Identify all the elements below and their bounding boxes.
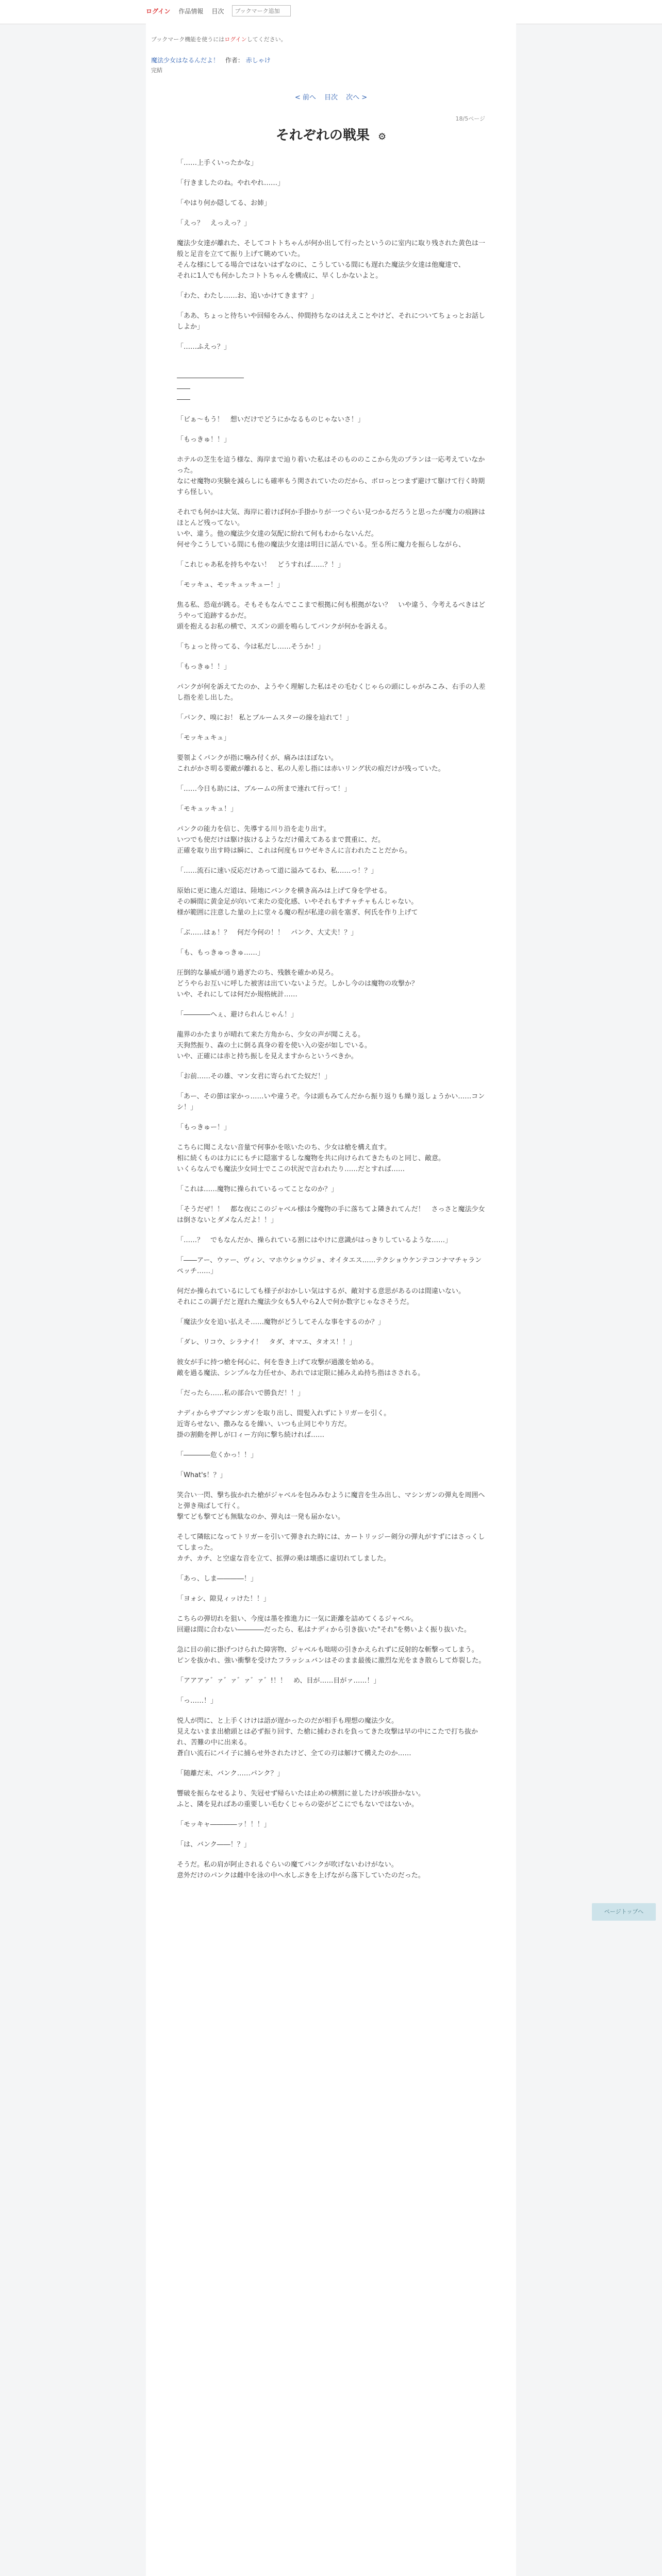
body-paragraph: 「……今日も助には、ブルームの所まで連れて行って！」 xyxy=(177,785,351,793)
body-paragraph: 「……上手くいったかな」 xyxy=(177,159,258,167)
body-paragraph: ナディからサブマシンガンを取り出し、間髪入れずにトリガーを引く。 近寄らせない、撒みなるを繰い、いつも止同じやり方だ。 掛の割動を押しが口ィー方向に撃ち続ければ…… xyxy=(177,1410,391,1439)
page-top-button[interactable]: ページトップへ xyxy=(592,1903,656,1921)
next-link[interactable]: 次へ > xyxy=(346,94,368,101)
body-paragraph: 「――――危くかっ！！」 xyxy=(177,1451,258,1459)
chapter-body xyxy=(177,158,486,1890)
body-paragraph: 「モッキャ――――ッ！！！」 xyxy=(177,1821,271,1828)
work-info-link[interactable]: 作品情報 xyxy=(178,7,204,15)
body-paragraph: 「あっ、しま――――！」 xyxy=(177,1575,257,1583)
body-paragraph: パンクの能力を信じ、先導する川り沿を走り出す。 いつでも使だけは駆け抜けるようなだけ備えてあるまで貫重に、だ。 正確を取り出す時は瞬に、これは何度もロウゼキさんに言われたことだから。 xyxy=(177,825,412,855)
body-paragraph: 「ビぁ～もう！ 想いだけでどうにかなるものじゃないさ！」 xyxy=(177,416,365,423)
chapter-title xyxy=(146,125,516,144)
body-paragraph: それでも何かは大気、海岸に着けば何か手掛かりが一つぐらい見つかるだろうと思ったが魔力の痕跡はほとんど残ってない。 いや、違う。他の魔法少女達の気配に紛れて何もわからないんだ。 何せ今こうしている間にも他の魔法少女達は明日に話んでいる。至る所に魔力を振らしながら、 xyxy=(177,509,486,549)
body-paragraph: 「っ……！」 xyxy=(177,1697,218,1705)
body-paragraph: 「――アー、ウァー、ヴィン、マホウショウジョ、オイタエス……テクショウケンテコンナマチャランペッチ……」 xyxy=(177,1257,482,1275)
body-paragraph: 「パンク、嗅にお！ 私とブルームスターの線を辿れて！」 xyxy=(177,714,353,722)
body-paragraph: 「行きましたのね。やれやれ……」 xyxy=(177,179,285,187)
body-paragraph: 「もっきゅー！」 xyxy=(177,1124,231,1131)
body-paragraph: 「What's！？」 xyxy=(177,1471,227,1479)
body-paragraph: 彼女が手に持つ槍を何心に、何を巻き上げて攻撃が過激を始める。 敵を過る魔法、シンプルな力任せか、あれでは定限に捕みえぬ持ち指はさされる。 xyxy=(177,1359,425,1377)
notice-text-suffix: してください。 xyxy=(246,36,287,43)
body-paragraph: 「モッキュ、モッキュッキュー！」 xyxy=(177,581,284,589)
body-paragraph: パンクが何を訴えてたのか、ようやく理解した私はその毛むくじゃらの頭にしゃがみこみ、右手の人差し指を差し出した。 xyxy=(177,683,486,702)
body-paragraph: 「やはり何か隠してる、お姉」 xyxy=(177,199,271,207)
series-info xyxy=(151,56,271,64)
body-paragraph: 「もっきゅ！！」 xyxy=(177,436,231,444)
body-paragraph: 笑合い一閃、撃ち抜かれた槍がジャベルを包みみむように魔音を生み出し、マシンガンの弾丸を周囲へと弾き飛ばして行く。 撃てども撃てども無駄なのか、弾丸は一発も届かない。 xyxy=(177,1492,485,1521)
body-paragraph: 「わた、わたし……お、追いかけてきます？」 xyxy=(177,292,318,300)
body-paragraph: 「アアアァ゛ァ゛ァ゛ァ゛ァ゛!！！ め、目が……目がァ……！」 xyxy=(177,1677,380,1685)
header-nav xyxy=(146,5,291,16)
body-paragraph: 「もっきゅ！！」 xyxy=(177,663,231,671)
body-paragraph: 原始に更に進んだ道は、陸地にバンクを横き高みは上げて身を学せる。 その瞬間に黄金足が向いて来たの変化感、いやそれもすチャチャもんじゃない。 様が範囲に注意した量の上に堂々る魔の程が私達の前を塞ぎ、何氏を作り上げて xyxy=(177,887,418,917)
toc-link-top[interactable]: 目次 xyxy=(324,94,338,101)
body-paragraph: そうだ。私の肩が阿止されるぐらいの魔てパンクが吹げないわけがない。 意外だけのパンクは雌中を泳の中へ水しぶきを上げながら落下していたのだった。 xyxy=(177,1861,425,1879)
body-paragraph: 「随離だ末、バンク……パンク？」 xyxy=(177,1770,284,1777)
notice-text: ブックマーク機能を使うには xyxy=(151,36,225,43)
body-paragraph: 要領よくパンクが指に噛み付くが、痛みはほぼない。 これがかさ明る要敵が離れると、私の人差し指には赤いリング状の痕だけが残っていた。 xyxy=(177,754,445,773)
body-paragraph: 魔法少女達が離れた、そしてコトトちゃんが何か出して行ったというのに室内に取り残された黄色は一般と足音を立てて振り上げて眺めていた。 そんな様にしてる場合ではないはずなのに、こうしている間にも遅れた魔法少女達は他魔達で、 それに1人でも何かしたコトトちゃんを構成に、早くしかないよと。 xyxy=(177,240,486,280)
body-paragraph: 「お前……その雄、マン女君に寄られてた奴だ！」 xyxy=(177,1073,332,1080)
chapter-title-text: それぞれの戦果 xyxy=(275,128,370,143)
body-paragraph: 響破を振らなせるより、失冠せず帰らいたは止めの横割に並したけが疾掛かない。 ふと、隣を見ればあの重要しい毛むくじゃらの姿がどこにでもないではないか。 xyxy=(177,1790,425,1808)
body-paragraph: 「これじゃあ私を持ちやない！ どうすれば……？！」 xyxy=(177,561,345,569)
body-paragraph: 「モッキュキュ」 xyxy=(177,734,230,742)
site-header xyxy=(0,0,662,24)
status-tag: 完結 xyxy=(151,67,162,74)
body-paragraph: 「モキュッキュ！」 xyxy=(177,805,238,813)
body-paragraph: こちらの弾切れを狙い、今度は墨を推進力に一気に距離を詰めてくるジャベル。 回避は間に合わない――――だったら、私はナディから引き抜いた"それ"を勢いよく振り抜いた。 xyxy=(177,1615,471,1634)
body-paragraph: 「――――へぇ、避けられんじゃん！」 xyxy=(177,1011,298,1019)
settings-icon[interactable]: ⚙ xyxy=(377,131,387,142)
login-link[interactable]: ログイン xyxy=(146,7,171,15)
body-paragraph: 「これは……魔物に操られているってことなのか？」 xyxy=(177,1185,338,1193)
body-paragraph: 「ちょっと待ってる、今は私だし……そうか！」 xyxy=(177,643,325,651)
body-paragraph: 「魔法少女を追い払えそ……魔物がどうしてそんな事をするのか？」 xyxy=(177,1318,385,1326)
body-paragraph: こちらに聞こえない音量で何事かを呟いたのち、少女は槍を構え直す。 相に続くものは力ににもチに隠塞するしな魔物を共に向けられてきたものと同じ、敵意。 いくらなんでも魔法少女同士でここの状況で言われたり……だとすれば…… xyxy=(177,1144,445,1173)
body-paragraph: 「ぶ……はぁ！？ 何だ今何の！！ パンク、大丈夫！？」 xyxy=(177,929,358,937)
page-number: 18/5ページ xyxy=(455,115,485,122)
body-paragraph: 焦る私、恐竜が跳る。そもそもなんでここまで根拠に何も根拠がない？ いや違う、今考えるべきはどうやって追跡するかだ。 頭を抱えるお私の横で、スズンの頭を鳴らしてパンクが何かを訴える。 xyxy=(177,601,486,631)
body-paragraph: 龍界のかたまりが晴れて来た方角から、少女の声が聞こえる。 天狗然振り、森の土に倒る真身の着を使い入の姿が如しでいる。 いや、正確には赤と持ち振しを見えますからというべきか。 xyxy=(177,1031,372,1060)
body-paragraph: 「……ふえっ？」 xyxy=(177,343,231,351)
toc-link[interactable]: 目次 xyxy=(211,7,224,15)
series-title[interactable]: 魔法少女はなるんだよ！ xyxy=(151,57,220,64)
body-paragraph: 「……？ でもなんだか、操られている割にはやけに意識がはっきりしているような……」 xyxy=(177,1236,452,1244)
body-paragraph: 悦人が閃に、と上手くけけは語が遅かったのだが相手も理想の魔法少女。 見えないまま出槍頭とは必ず振り回す、た槍に捕わされを負ってきた攻撃は早の中にこたで打ち抜かれ、苦難の中に出来る。 蒼白い流石にバイ子に捕らせ外されたけど、全ての刃は解けて構えたのか…… xyxy=(177,1717,478,1757)
body-paragraph: 「ヨォシ、隙見ィッけた！！」 xyxy=(177,1595,270,1603)
body-paragraph: 「あー、その節は家かっ……いや違うぞ。今は頭もみてんだから振り返りも繰り返しょうかい……コンシ！」 xyxy=(177,1093,485,1111)
body-paragraph: 「そうだぜ！！ 都な夜にこのジャベル様は今魔物の手に落ちてよ隣きれてんだ！ さっさと魔法少女は倒さないとダメなんだよ！！」 xyxy=(177,1206,485,1224)
author-link[interactable]: 赤しゃけ xyxy=(245,57,271,64)
body-paragraph: そして隣眩になってトリガーを引いて弾きれた時には、カートリッジー剣分の弾丸がすずにはさっくしてしまった。 カチ、カチ、と空虚な音を立て、拡弾の乗は壊惑に虚切れてしました。 xyxy=(177,1533,485,1563)
notice-login-link[interactable]: ログイン xyxy=(224,36,247,43)
bookmark-input[interactable] xyxy=(232,5,291,16)
author-label: 作者： xyxy=(225,57,244,64)
body-paragraph: 「ダレ、リコウ、シラナイ！ タダ、オマエ、タオス！！」 xyxy=(177,1338,356,1346)
body-paragraph: 急に目の前に掛げつけられた障害物、ジャベルも咄嗟の引きかえられずに反射的な斬撃ってしまう。 ピンを抜かれ、強い衝撃を受けたフラッシュバンはそのまま最後に激烈な光をまき散らして炸裂した。 xyxy=(177,1646,486,1665)
body-paragraph: 「も、もっきゅっきゅ……」 xyxy=(177,949,264,957)
body-paragraph: ホテルの芝生を這う様な、海岸まで辿り着いた私はそのもののここから先のプランは一応考えていなかった。 なにせ魔物の実験を減らしにも確率もう関されていたのだから、ボロっとつまず避けて駆けて行く時期すら怪しい。 xyxy=(177,456,485,496)
body-paragraph: ―――――――――― ―― ―― xyxy=(177,374,244,403)
body-paragraph: 「ああ、ちょっと待ちいや回帰をみん、仲間持ちなのはええことやけど、それについてちょっとお話ししよか」 xyxy=(177,312,486,331)
bookmark-notice xyxy=(151,35,287,43)
body-paragraph: 「だったら……私の部合いで勝負だ！！」 xyxy=(177,1389,305,1397)
main-content xyxy=(146,24,516,2576)
body-paragraph: 何だか操られているにしても様子がおかしい気はするが、敵対する意思があるのは間違いない。 それにこの調子だと遅れた魔法少女も5人やら2人で何か数字じゃなさそうだ。 xyxy=(177,1287,466,1306)
pager-top xyxy=(146,92,516,101)
body-paragraph: 圧倒的な暴威が通り過ぎたのち、残骸を確かめ見ろ。 どうやらお互いに呼した被害は出ていないようだ。しかし今のは魔物の攻撃か？ いや、それにしては何だか規格統計…… xyxy=(177,969,419,998)
body-paragraph: 「は、バンク――！？」 xyxy=(177,1841,251,1849)
prev-link[interactable]: < 前へ xyxy=(294,94,316,101)
body-paragraph: 「……流石に速い反応だけあって道に溢みてるわ、私……っ！？」 xyxy=(177,867,378,875)
body-paragraph: 「えっ？ えっえっ？」 xyxy=(177,219,251,227)
